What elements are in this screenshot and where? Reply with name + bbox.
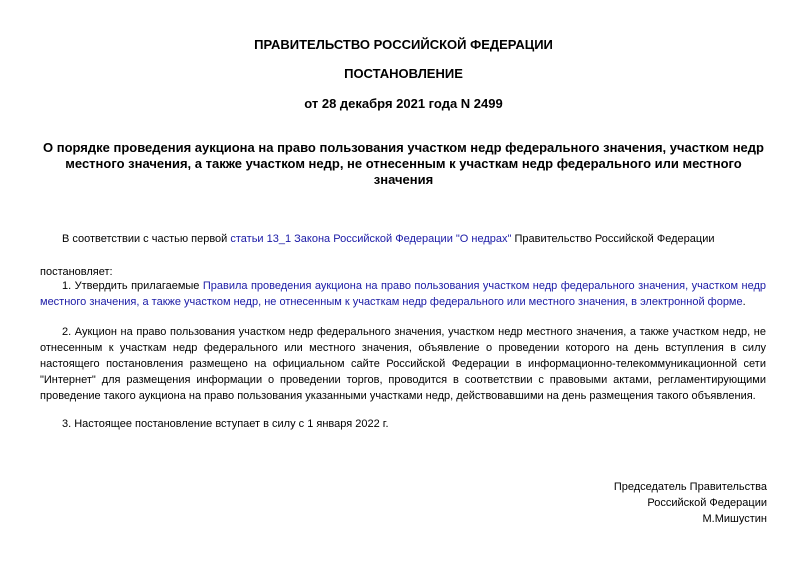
item-3-paragraph: 3. Настоящее постановление вступает в силу с 1 января 2022 г. xyxy=(62,418,389,430)
item-1-suffix: . xyxy=(742,296,746,308)
government-name: ПРАВИТЕЛЬСТВО РОССИЙСКОЙ ФЕДЕРАЦИИ xyxy=(254,37,553,52)
resolves-text: постановляет: xyxy=(40,266,113,278)
item-1-prefix: 1. Утвердить прилагаемые xyxy=(62,280,203,292)
signature-name: М.Мишустин xyxy=(702,513,767,525)
law-article-link[interactable]: статьи 13_1 Закона Российской Федерации "О недрах" xyxy=(230,233,512,245)
document-type: ПОСТАНОВЛЕНИЕ xyxy=(344,66,463,81)
item-2-paragraph: 2. Аукцион на право пользования участком недр федерального значения, участком недр местного значения, а также участком недр, не отнесенным к участкам недр федерального или местного значения, объявление о проведении которого на день вступления в силу настоящего постановления размещено на официальном сайте Российской Федерации в информационно-телекоммуникационной сети "Интернет" для размещения информации о проведении торгов, проводится в соответствии с правовыми актами, регламентирующими проведение такого аукциона на право пользования указанными участками недр, действовавшими на день размещения такого объявления. xyxy=(40,326,766,402)
basis-prefix: В соответствии с частью первой xyxy=(62,233,231,245)
basis-suffix: Правительство Российской Федерации xyxy=(511,233,715,245)
rules-link[interactable]: Правила проведения аукциона на право пользования участком недр федерального значения, участком недр местного значения, а также участком недр, не отнесенным к участкам недр федерального или местного значения, в электронной форме xyxy=(40,280,766,308)
signature-organization: Российской Федерации xyxy=(647,497,767,509)
document-title: О порядке проведения аукциона на право пользования участком недр федерального значения, участком недр местного значения, а также участком недр, не отнесенным к участкам недр федерального или местного значения xyxy=(43,140,764,187)
document-date-number: от 28 декабря 2021 года N 2499 xyxy=(304,96,503,111)
item-1-paragraph xyxy=(40,278,766,310)
signature-block xyxy=(614,479,767,527)
signature-position: Председатель Правительства xyxy=(613,481,767,493)
basis-paragraph xyxy=(40,231,766,247)
